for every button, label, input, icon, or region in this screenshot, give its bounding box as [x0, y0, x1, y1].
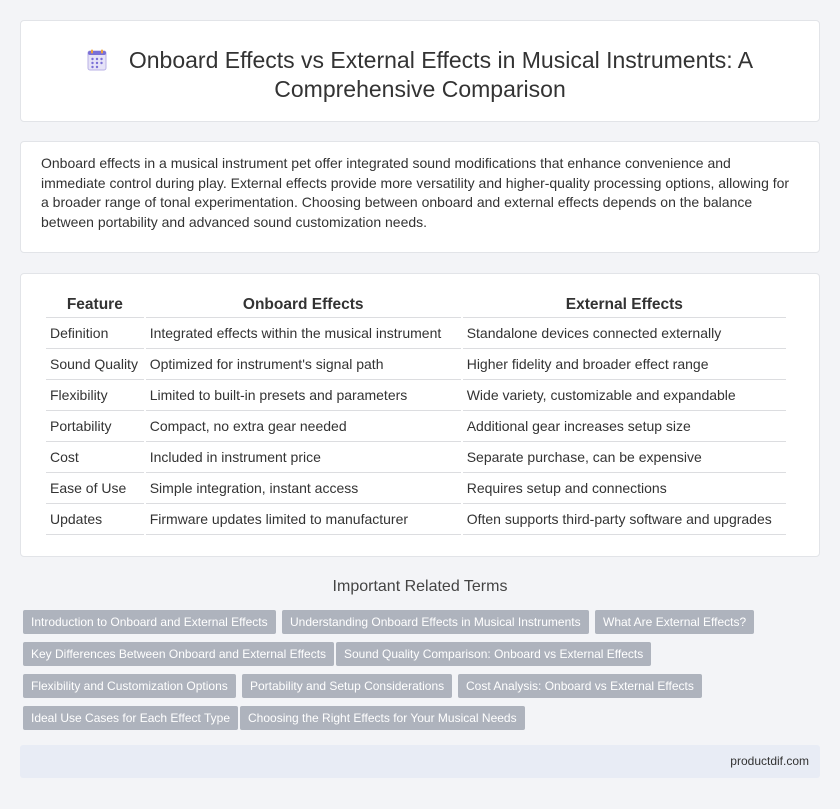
- row-external: Standalone devices connected externally: [463, 318, 786, 349]
- row-onboard: Optimized for instrument's signal path: [146, 349, 461, 380]
- table-row: [46, 349, 786, 380]
- table-row: [46, 473, 786, 504]
- row-external: Higher fidelity and broader effect range: [463, 349, 786, 380]
- row-external: Wide variety, customizable and expandable: [463, 380, 786, 411]
- header-external: External Effects: [463, 293, 786, 318]
- related-terms-title: Important Related Terms: [332, 578, 508, 595]
- row-onboard: Firmware updates limited to manufacturer: [146, 504, 461, 535]
- row-feature: Sound Quality: [46, 349, 144, 380]
- header-onboard: Onboard Effects: [146, 293, 461, 318]
- table-row: [46, 504, 786, 535]
- row-external: Requires setup and connections: [463, 473, 786, 504]
- row-feature: Portability: [46, 411, 144, 442]
- page-title: Onboard Effects vs External Effects in Musical Instruments: A Comprehensive Comparison: [128, 47, 754, 102]
- row-onboard: Limited to built-in presets and parameters: [146, 380, 461, 411]
- intro-card: [20, 141, 820, 253]
- row-onboard: Included in instrument price: [146, 442, 461, 473]
- row-feature: Ease of Use: [46, 473, 144, 504]
- row-feature: Definition: [46, 318, 144, 349]
- row-onboard: Simple integration, instant access: [146, 473, 461, 504]
- row-feature: Cost: [46, 442, 144, 473]
- page-header: [20, 20, 820, 122]
- row-external: Separate purchase, can be expensive: [463, 442, 786, 473]
- related-tag[interactable]: Ideal Use Cases for Each Effect Type: [23, 706, 238, 730]
- intro-text: Onboard effects in a musical instrument pet offer integrated sound modifications that enhance convenience and immediate control during play. External effects provide more versatility and higher-quality processing options, allowing for a broader range of tonal experimentation. Choosing between onboard and external effects depends on the balance between portability and advanced sound customization needs.: [41, 155, 790, 230]
- header-feature: Feature: [46, 293, 144, 318]
- table-row: [46, 318, 786, 349]
- comparison-card: [20, 273, 820, 557]
- related-tag[interactable]: Understanding Onboard Effects in Musical Instruments: [282, 610, 589, 634]
- comparison-table: [44, 293, 788, 535]
- row-feature: Flexibility: [46, 380, 144, 411]
- row-feature: Updates: [46, 504, 144, 535]
- related-tag[interactable]: Introduction to Onboard and External Effects: [23, 610, 276, 634]
- table-row: [46, 411, 786, 442]
- row-onboard: Compact, no extra gear needed: [146, 411, 461, 442]
- related-tag[interactable]: Portability and Setup Considerations: [242, 674, 452, 698]
- table-row: [46, 442, 786, 473]
- related-tag[interactable]: Flexibility and Customization Options: [23, 674, 236, 698]
- row-external: Additional gear increases setup size: [463, 411, 786, 442]
- footer: [20, 745, 820, 778]
- related-tag[interactable]: Key Differences Between Onboard and External Effects: [23, 642, 334, 666]
- row-onboard: Integrated effects within the musical instrument: [146, 318, 461, 349]
- table-row: [46, 380, 786, 411]
- row-external: Often supports third-party software and upgrades: [463, 504, 786, 535]
- document-list-icon: [87, 49, 107, 71]
- page-title-container: [61, 46, 779, 104]
- footer-site[interactable]: productdif.com: [730, 754, 809, 768]
- related-tag[interactable]: Choosing the Right Effects for Your Musical Needs: [240, 706, 525, 730]
- related-tag[interactable]: Sound Quality Comparison: Onboard vs External Effects: [336, 642, 651, 666]
- related-tag[interactable]: Cost Analysis: Onboard vs External Effects: [458, 674, 702, 698]
- related-tag[interactable]: What Are External Effects?: [595, 610, 754, 634]
- table-header-row: [46, 293, 786, 318]
